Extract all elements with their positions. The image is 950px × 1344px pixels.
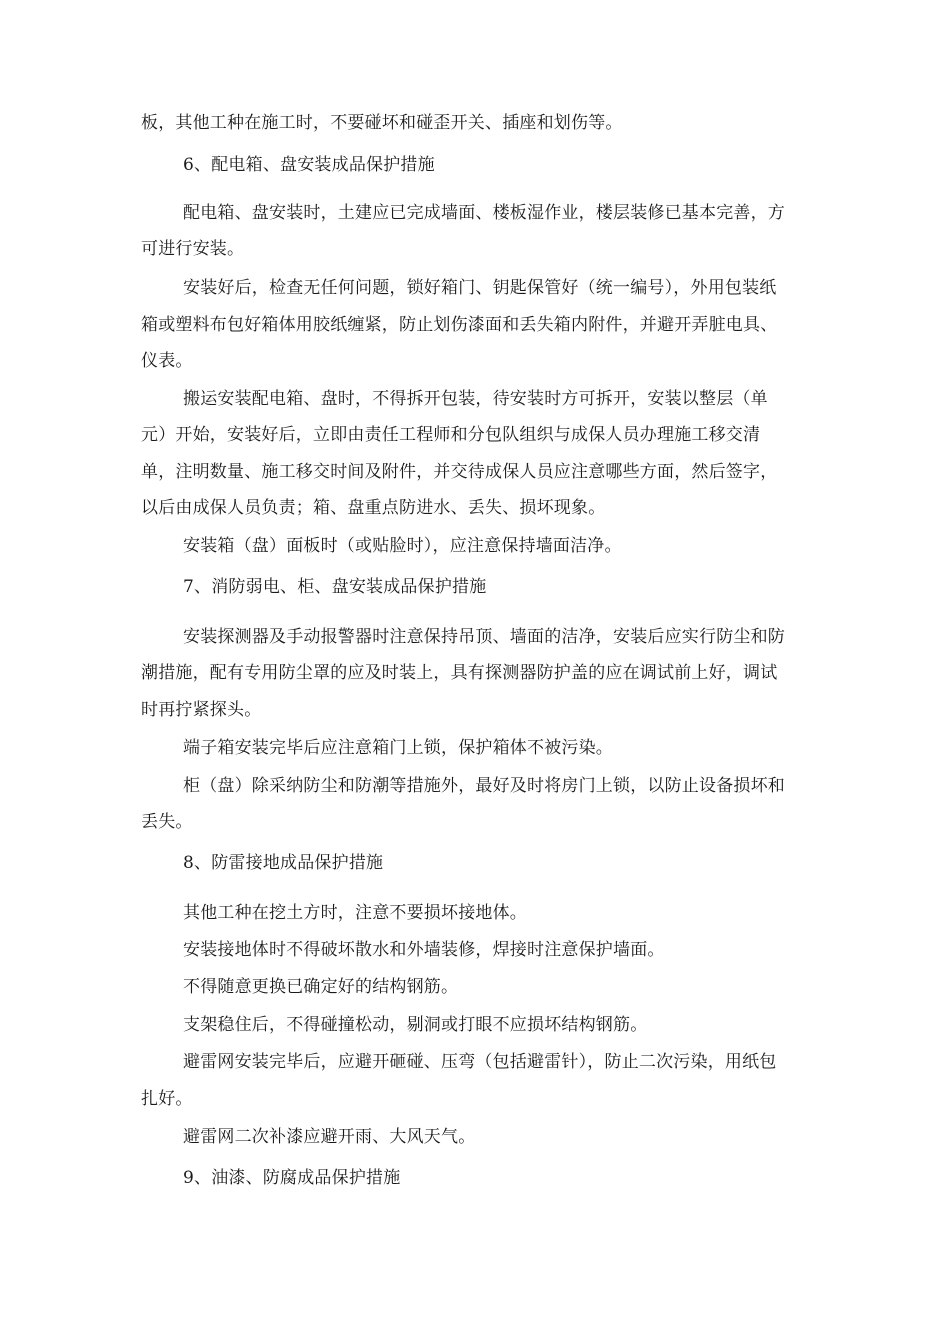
paragraph-line: 避雷网安装完毕后，应避开砸碰、压弯（包括避雷针），防止二次污染，用纸包 [183, 1052, 777, 1072]
paragraph-line: 其他工种在挖土方时，注意不要损坏接地体。 [183, 903, 527, 923]
section-heading: 6、配电箱、盘安装成品保护措施 [183, 155, 435, 175]
paragraph-line: 安装接地体时不得破坏散水和外墙装修，焊接时注意保护墙面。 [183, 940, 665, 960]
paragraph-line: 搬运安装配电箱、盘时，不得拆开包装，待安装时方可拆开，安装以整层（单 [183, 389, 768, 409]
paragraph-line: 安装箱（盘）面板时（或贴脸时），应注意保持墙面洁净。 [183, 536, 622, 556]
paragraph-line: 板，其他工种在施工时，不要碰坏和碰歪开关、插座和划伤等。 [141, 113, 623, 133]
section-heading: 9、油漆、防腐成品保护措施 [183, 1168, 401, 1188]
paragraph-line: 箱或塑料布包好箱体用胶纸缠紧，防止划伤漆面和丢失箱内附件，并避开弄脏电具、 [141, 315, 778, 335]
section-heading: 7、消防弱电、柜、盘安装成品保护措施 [183, 577, 487, 597]
section-heading: 8、防雷接地成品保护措施 [183, 853, 384, 873]
paragraph-line: 柜（盘）除采纳防尘和防潮等措施外，最好及时将房门上锁，以防止设备损坏和 [183, 776, 785, 796]
paragraph-line: 避雷网二次补漆应避开雨、大风天气。 [183, 1127, 476, 1147]
paragraph-line: 仪表。 [141, 351, 193, 371]
paragraph-line: 元）开始，安装好后，立即由责任工程师和分包队组织与成保人员办理施工移交清 [141, 425, 761, 445]
paragraph-line: 安装好后，检查无任何问题，锁好箱门、钥匙保管好（统一编号），外用包装纸 [183, 278, 777, 298]
paragraph-line: 配电箱、盘安装时，土建应已完成墙面、楼板湿作业，楼层装修已基本完善，方 [183, 203, 785, 223]
paragraph-line: 端子箱安装完毕后应注意箱门上锁，保护箱体不被污染。 [183, 738, 613, 758]
paragraph-line: 可进行安装。 [141, 239, 245, 259]
paragraph-line: 支架稳住后，不得碰撞松动，剔洞或打眼不应损坏结构钢筋。 [183, 1015, 648, 1035]
paragraph-line: 扎好。 [141, 1089, 193, 1109]
paragraph-line: 单，注明数量、施工移交时间及附件，并交待成保人员应注意哪些方面，然后签字， [141, 462, 778, 482]
paragraph-line: 丢失。 [141, 812, 193, 832]
paragraph-line: 时再拧紧探头。 [141, 700, 262, 720]
paragraph-line: 安装探测器及手动报警器时注意保持吊顶、墙面的洁净，安装后应实行防尘和防 [183, 627, 785, 647]
paragraph-line: 不得随意更换已确定好的结构钢筋。 [183, 977, 459, 997]
paragraph-line: 以后由成保人员负责；箱、盘重点防进水、丢失、损坏现象。 [141, 498, 606, 518]
paragraph-line: 潮措施，配有专用防尘罩的应及时装上，具有探测器防护盖的应在调试前上好，调试 [141, 663, 778, 683]
